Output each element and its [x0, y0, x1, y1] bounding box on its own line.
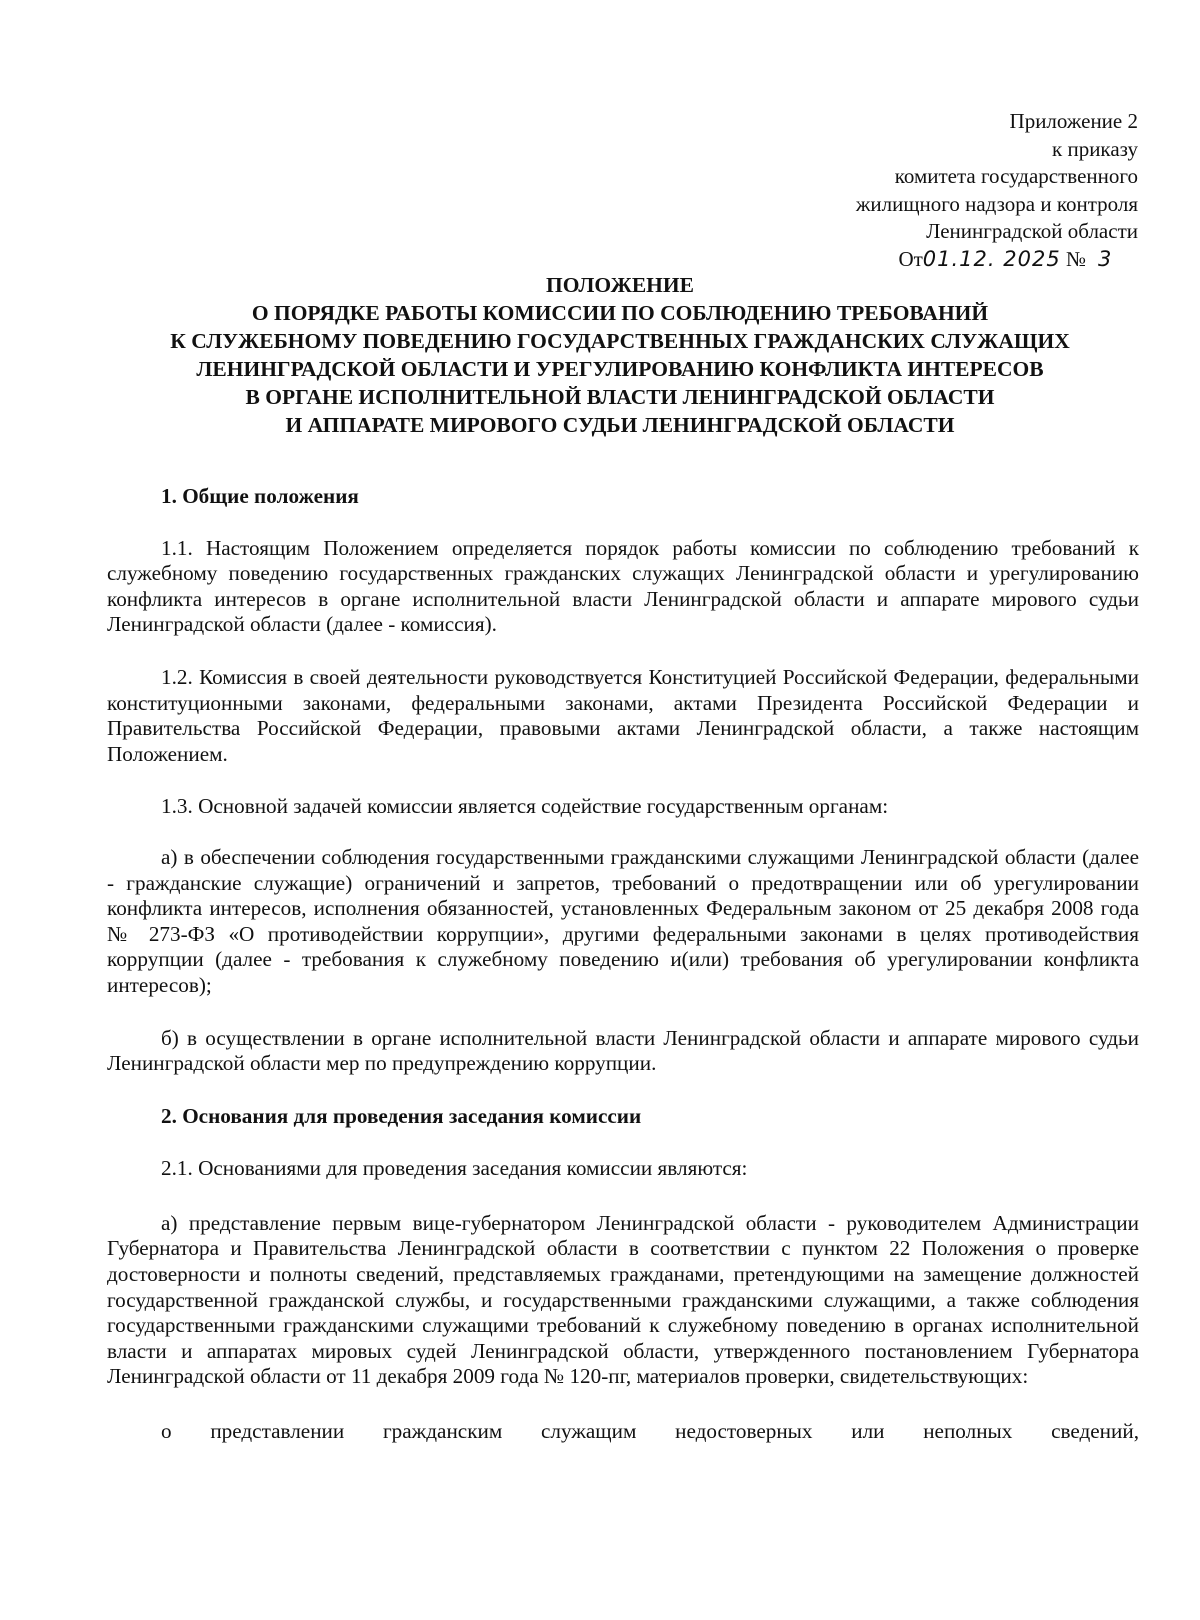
handwritten-number: 3 — [1098, 246, 1113, 271]
paragraph: а) представление первым вице-губернатором Ленинградской области - руководителем Администрации Губернатора и Правительства Ленинградской области в соответствии с пунктом 22 Положения о проверке достоверности и полноты сведений, представляемых гражданами, претендующими на замещение должностей государственной гражданской службы, и государственными гражданскими служащими, а также соблюдения государственными гражданскими служащими требований к служебному поведению в органах исполнительной власти и аппаратах мировых судей Ленинградской области, утвержденного постановлением Губернатора Ленинградской области от 11 декабря 2009 года № 120-пг, материалов проверки, свидетельствующих: — [107, 1210, 1139, 1389]
section-heading: 2. Основания для проведения заседания комиссии — [161, 1103, 642, 1128]
title-line: ПОЛОЖЕНИЕ — [546, 273, 694, 297]
paragraph: 1.3. Основной задачей комиссии является содействие государственным органам: — [161, 794, 889, 819]
appendix-line: комитета государственного — [894, 164, 1138, 188]
appendix-line: к приказу — [1052, 136, 1138, 161]
appendix-block — [718, 108, 1138, 273]
document-title — [100, 271, 1140, 439]
appendix-line: жилищного надзора и контроля — [855, 191, 1138, 216]
document-body — [107, 484, 1139, 1445]
title-line: И АППАРАТЕ МИРОВОГО СУДЬИ ЛЕНИНГРАДСКОЙ ОБЛАСТИ — [285, 413, 955, 437]
date-prefix: От — [898, 246, 923, 271]
paragraph: 1.2. Комиссия в своей деятельности руководствуется Конституцией Российской Федерации, федеральными конституционными законами, федеральными законами, актами Президента Российской Федерации и Правительства Российской Федерации, правовыми актами Ленинградской области, а также настоящим Положением. — [107, 664, 1139, 766]
paragraph: 1.1. Настоящим Положением определяется порядок работы комиссии по соблюдению требований к служебному поведению государственных гражданских служащих Ленинградской области и урегулированию конфликта интересов в органе исполнительной власти Ленинградской области и аппарате мирового судьи Ленинградской области (далее - комиссия). — [107, 535, 1139, 637]
title-line: О ПОРЯДКЕ РАБОТЫ КОМИССИИ ПО СОБЛЮДЕНИЮ ТРЕБОВАНИЙ — [251, 301, 989, 325]
appendix-line: Ленинградской области — [926, 219, 1138, 243]
appendix-line: Приложение 2 — [1009, 109, 1138, 133]
title-line: К СЛУЖЕБНОМУ ПОВЕДЕНИЮ ГОСУДАРСТВЕННЫХ ГРАЖДАНСКИХ СЛУЖАЩИХ — [170, 329, 1070, 353]
number-sign: № — [1065, 246, 1086, 271]
appendix-date-line — [718, 246, 1138, 274]
paragraph: а) в обеспечении соблюдения государственными гражданскими служащими Ленинградской области (далее - гражданские служащие) ограничений и запретов, требований о предотвращении или об урегулировании конфликта интересов, исполнения обязанностей, установленных Федеральным законом от 25 декабря 2008 года № 273-ФЗ «О противодействии коррупции», другими федеральными законами в целях противодействия коррупции (далее - требования к служебному поведению и(или) требования об урегулировании конфликта интересов); — [107, 844, 1139, 997]
paragraph: о представлении гражданским служащим недостоверных или неполных сведений, — [161, 1419, 1139, 1444]
paragraph: 2.1. Основаниями для проведения заседания комиссии являются: — [161, 1156, 748, 1181]
title-line: ЛЕНИНГРАДСКОЙ ОБЛАСТИ И УРЕГУЛИРОВАНИЮ КОНФЛИКТА ИНТЕРЕСОВ — [196, 357, 1044, 381]
paragraph: б) в осуществлении в органе исполнительной власти Ленинградской области и аппарате мирового судьи Ленинградской области мер по предупреждению коррупции. — [107, 1025, 1139, 1076]
section-heading: 1. Общие положения — [161, 484, 359, 508]
title-line: В ОРГАНЕ ИСПОЛНИТЕЛЬНОЙ ВЛАСТИ ЛЕНИНГРАДСКОЙ ОБЛАСТИ — [245, 385, 995, 409]
handwritten-date: 01.12. 2025 — [922, 246, 1061, 271]
